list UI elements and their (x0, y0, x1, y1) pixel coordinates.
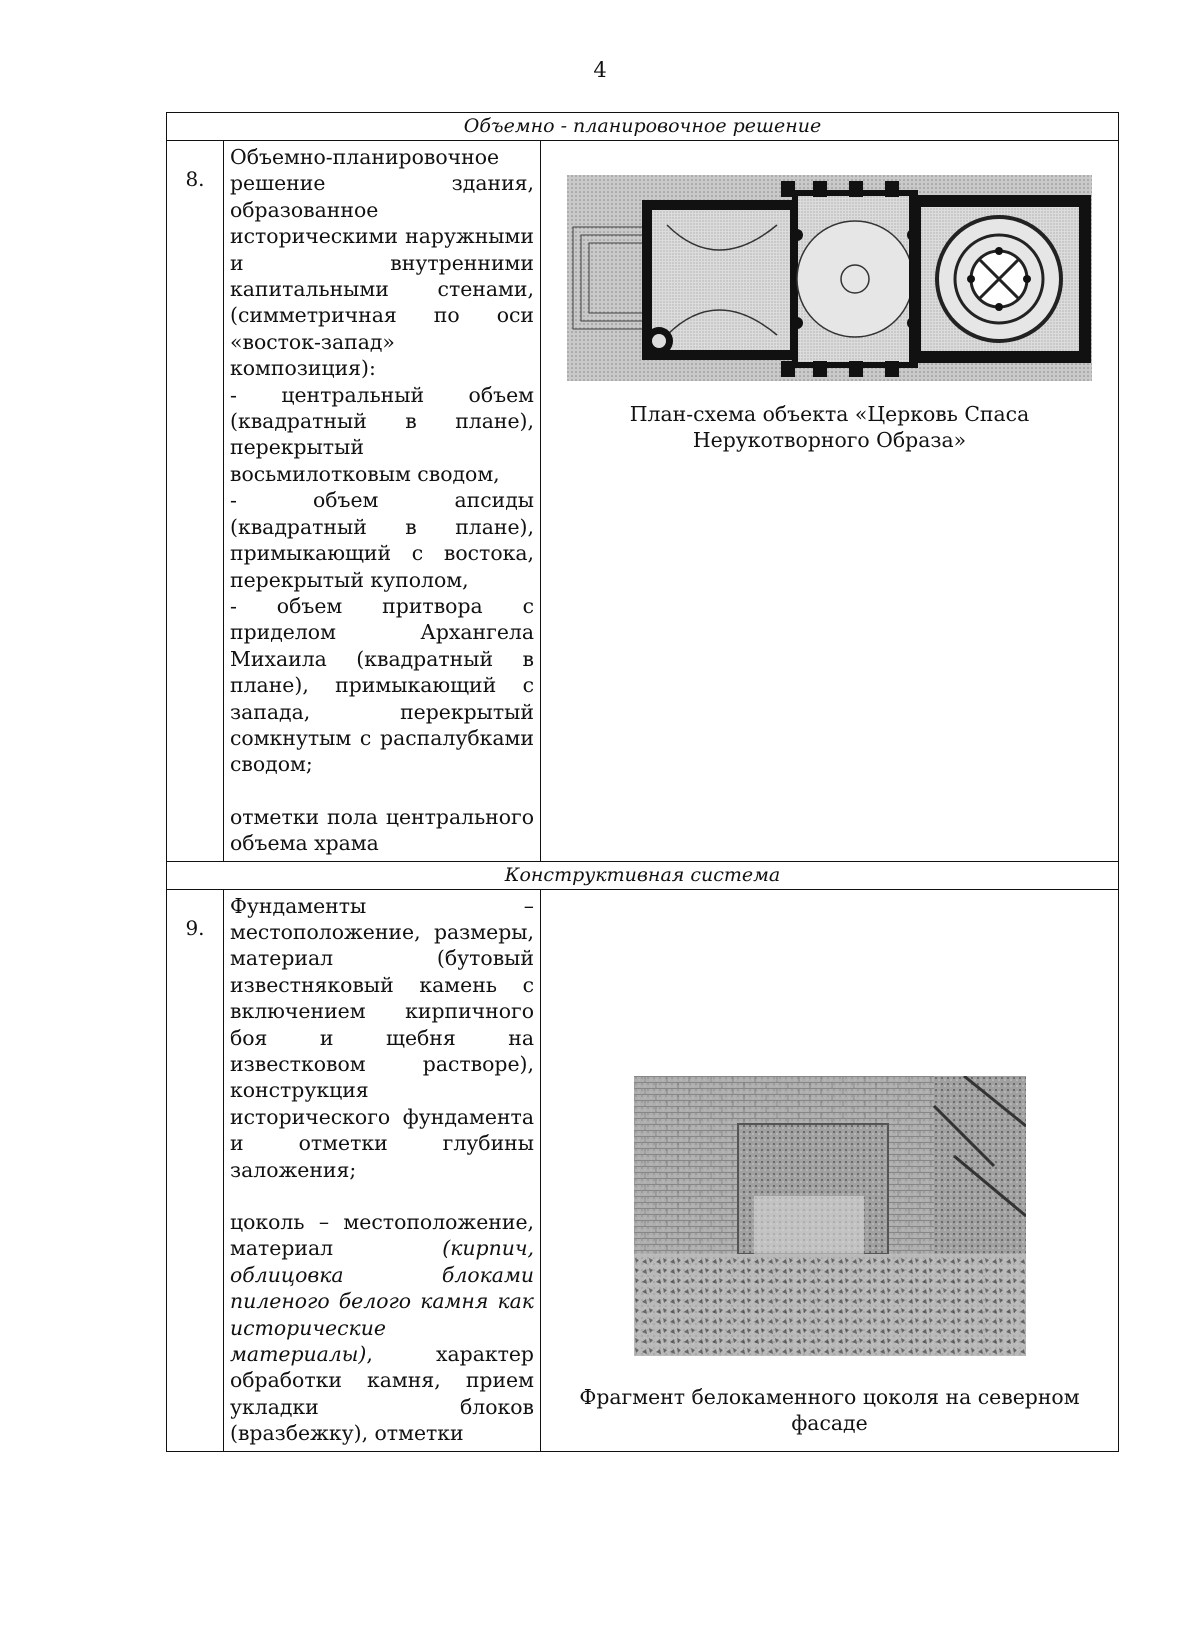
section-heading-structure: Конструктивная система (167, 861, 1119, 889)
illustration-cell (541, 889, 1119, 1451)
plan-caption: План-схема объекта «Церковь Спаса Нерукотворного Образа» (629, 402, 1030, 452)
plinth-text-end: , характер обработки камня, прием укладки блоков (вразбежку), отметки (230, 1342, 534, 1446)
plinth-photo (634, 1076, 1026, 1356)
floor-plan-image (567, 175, 1092, 381)
plinth-materials-italic: (кирпич, облицовка блоками пиленого белого камня как исторические материалы) (230, 1236, 534, 1367)
section-heading-layout: Объемно - планировочное решение (167, 113, 1119, 141)
table-row-item-9 (167, 889, 1119, 1451)
description-paragraph: Объемно-планировочное решение здания, образованное историческими наружными и внутренними капитальными стенами, (симметричная по оси «восток-запад» композиция): (230, 145, 534, 381)
item-description (224, 141, 541, 862)
paragraph-gap (230, 778, 534, 804)
foundation-paragraph: Фундаменты – местоположение, размеры, материал (бутовый известняковый камень с включением кирпичного боя и щебня на известковом растворе), конструкция исторического фундамента и отметки глубины заложения; (230, 893, 534, 1182)
illustration-cell (541, 141, 1119, 862)
table-row-item-8 (167, 141, 1119, 862)
page-number: 4 (593, 58, 607, 82)
plinth-paragraph (230, 1209, 534, 1447)
description-paragraph: - центральный объем (квадратный в плане), перекрытый восьмилотковым сводом, (230, 382, 534, 486)
description-paragraph: - объем притвора с приделом Архангела Михаила (квадратный в плане), примыкающий с запада, перекрытый сомкнутым с распалубками сводом; (230, 593, 534, 777)
item-description (224, 889, 541, 1451)
item-number: 8. (167, 141, 224, 862)
plinth-text-start: цоколь – местоположение, материал (230, 1210, 534, 1261)
paragraph-gap (230, 1183, 534, 1209)
description-paragraph: отметки пола центрального объема храма (230, 804, 534, 856)
item-number: 9. (167, 889, 224, 1451)
photo-caption: Фрагмент белокаменного цоколя на северном фасаде (579, 1384, 1080, 1435)
description-paragraph: - объем апсиды (квадратный в плане), примыкающий с востока, перекрытый куполом, (230, 488, 534, 592)
document-table (166, 112, 1119, 1452)
